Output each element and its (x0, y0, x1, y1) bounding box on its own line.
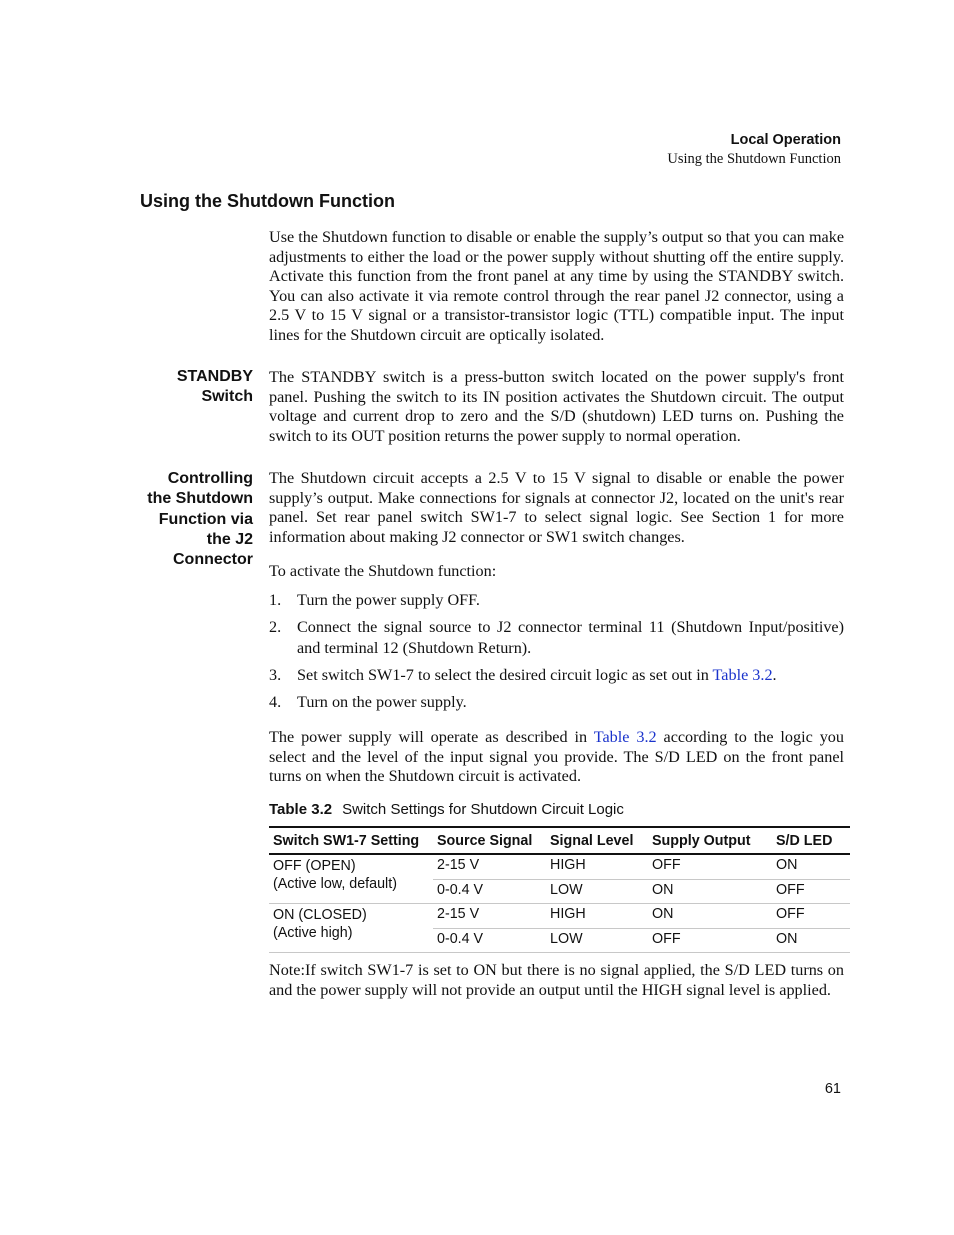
list-item (269, 617, 844, 659)
side-heading-line: STANDBY (176, 368, 253, 385)
list-item (269, 665, 844, 686)
controlling-side-heading (141, 469, 253, 570)
operate-text-end: according to the logic you select and the level of the input signal you provide. The S/D LED on the front panel turns on when the Shutdown circuit is activated. (269, 728, 844, 786)
step-text-end: . (772, 666, 777, 684)
standby-text: The STANDBY switch is a press-button switch located on the power supply's front panel. Pushing the switch to its IN position activates the Shutdown circuit. The output voltage and current drop to zero and the S/D (shutdown) LED turns on. Pushing the switch to its OUT position returns the power supply to normal operation. (269, 368, 844, 445)
table-3-2-link[interactable]: Table 3.2 (593, 728, 657, 746)
table-cell: ON (772, 854, 850, 879)
table-caption (269, 801, 624, 818)
table-cell: OFF (648, 854, 772, 879)
running-head (667, 131, 841, 169)
side-heading-line: the J2 (206, 530, 253, 548)
table-row (269, 904, 850, 929)
activate-intro-text: To activate the Shutdown function: (269, 562, 497, 580)
table-cell: ON (772, 928, 850, 953)
setting-line: (Active low, default) (273, 875, 397, 892)
table-cell: OFF (772, 904, 850, 929)
controlling-paragraph (269, 469, 844, 547)
intro-paragraph (269, 228, 844, 346)
table-cell: 0-0.4 V (433, 879, 546, 904)
page-number: 61 (824, 1081, 841, 1097)
step-number: 3. (269, 666, 282, 684)
column-header: Switch SW1-7 Setting (269, 827, 433, 854)
step-text: Turn on the power supply. (297, 693, 467, 711)
note-paragraph (269, 961, 844, 1000)
activate-intro (269, 562, 844, 582)
step-text: Turn the power supply OFF. (297, 591, 480, 609)
table-cell: LOW (546, 928, 648, 953)
side-heading-line: Controlling (167, 470, 253, 487)
operate-text-start: The power supply will operate as described in (269, 728, 594, 746)
setting-line: (Active high) (273, 924, 353, 941)
standby-side-heading (141, 367, 253, 408)
table-cell: OFF (648, 928, 772, 953)
section-heading: Using the Shutdown Function (140, 191, 395, 211)
operate-paragraph (269, 728, 844, 787)
column-header: Source Signal (433, 827, 546, 854)
standby-paragraph (269, 368, 844, 446)
table-cell: ON (648, 879, 772, 904)
table-cell: 2-15 V (433, 854, 546, 879)
setting-line: ON (CLOSED) (273, 907, 367, 923)
setting-line: OFF (OPEN) (273, 858, 356, 874)
note-text: Note:If switch SW1-7 is set to ON but there is no signal applied, the S/D LED turns on and the power supply will not provide an output until the HIGH signal level is applied. (269, 961, 844, 999)
table-row (269, 854, 850, 879)
step-number: 1. (269, 591, 282, 609)
setting-cell (269, 854, 433, 904)
side-heading-line: Function via (158, 510, 253, 528)
table-cell: OFF (772, 879, 850, 904)
side-heading-line: Switch (201, 388, 253, 406)
step-number: 4. (269, 693, 282, 711)
list-item (269, 590, 844, 611)
table-caption-text: Switch Settings for Shutdown Circuit Logic (342, 801, 624, 818)
table-cell: 2-15 V (433, 904, 546, 929)
table-cell: 0-0.4 V (433, 928, 546, 953)
step-text: Set switch SW1-7 to select the desired circuit logic as set out in (297, 666, 713, 684)
table-cell: LOW (546, 879, 648, 904)
switch-settings-table (269, 826, 850, 953)
running-head-section: Using the Shutdown Function (667, 151, 841, 167)
setting-cell (269, 904, 433, 953)
steps-list (269, 590, 844, 713)
step-text: Connect the signal source to J2 connector terminal 11 (Shutdown Input/positive) and terminal 12 (Shutdown Return). (297, 618, 844, 657)
side-heading-line: Connector (173, 551, 253, 569)
table-label: Table 3.2 (269, 801, 333, 818)
table-header-row (269, 827, 850, 854)
list-item (269, 692, 844, 713)
table-cell: HIGH (546, 904, 648, 929)
operate-text (269, 728, 844, 787)
column-header: Supply Output (648, 827, 772, 854)
controlling-text: The Shutdown circuit accepts a 2.5 V to 15 V signal to disable or enable the power supply’s output. Make connections for signals at connector J2, located on the unit's rear panel. Set rear panel switch SW1-7 to select signal logic. See Section 1 for more information about making J2 connector or SW1 switch changes. (269, 469, 844, 546)
column-header: Signal Level (546, 827, 648, 854)
column-header: S/D LED (772, 827, 850, 854)
table-3-2-link[interactable]: Table 3.2 (712, 666, 773, 684)
running-head-chapter: Local Operation (730, 132, 841, 148)
intro-text: Use the Shutdown function to disable or enable the supply’s output so that you can make adjustments to either the load or the power supply without shutting off the entire supply. Activate this function from the front panel at any time by using the STANDBY switch. You can also activate it via remote control through the rear panel J2 connector, using a 2.5 V to 15 V signal or a transistor-transistor logic (TTL) compatible input. The input lines for the Shutdown circuit are optically isolated. (269, 228, 845, 344)
table-cell: ON (648, 904, 772, 929)
step-number: 2. (269, 618, 282, 636)
table-cell: HIGH (546, 854, 648, 879)
side-heading-line: the Shutdown (147, 490, 253, 508)
